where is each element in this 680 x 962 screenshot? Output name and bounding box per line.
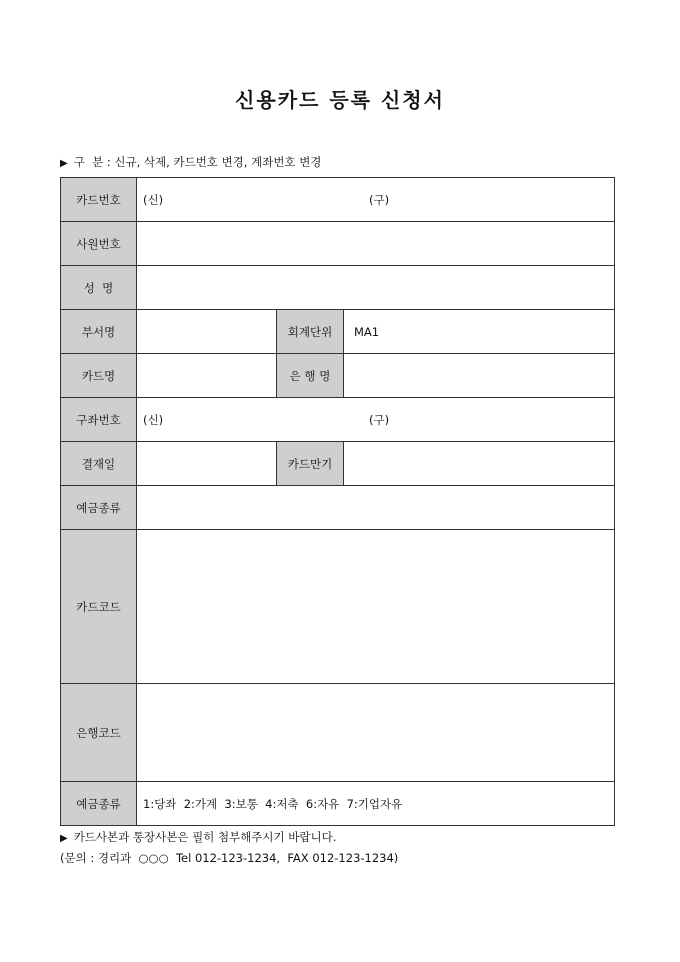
deposit-type-top-label: 예금종류 (61, 486, 137, 530)
account-number-new-marker: (신) (143, 412, 164, 427)
row-card-number (61, 178, 615, 222)
card-name-field[interactable] (137, 354, 277, 398)
row-name (61, 266, 615, 310)
row-account-number (61, 398, 615, 442)
accounting-unit-field[interactable]: MA1 (344, 310, 615, 354)
row-deposit-type-top (61, 486, 615, 530)
card-number-label: 카드번호 (61, 178, 137, 222)
deposit-type-bottom-label: 예금종류 (61, 782, 137, 826)
card-number-new-marker: (신) (143, 192, 164, 207)
department-label: 부서명 (61, 310, 137, 354)
notice-text: 카드사본과 통장사본은 필히 첨부해주시기 바랍니다. (73, 830, 337, 844)
category-options: : 신규, 삭제, 카드번호 변경, 계좌번호 변경 (106, 155, 322, 169)
row-employee-number (61, 222, 615, 266)
card-number-field[interactable] (137, 178, 615, 222)
contact-line: (문의 : 경리과 ○○○ Tel 012-123-1234, FAX 012-123-1234) (60, 851, 399, 865)
triangle-marker-icon: ▶ (60, 158, 68, 169)
payment-day-field[interactable] (137, 442, 277, 486)
category-label: 구 분 (73, 155, 104, 169)
deposit-type-bottom-field[interactable]: 1:당좌 2:가계 3:보통 4:저축 6:자유 7:기업자유 (137, 782, 615, 826)
card-code-label: 카드코드 (61, 530, 137, 684)
bank-name-label: 은 행 명 (277, 354, 344, 398)
triangle-marker-icon: ▶ (60, 833, 68, 844)
page-title: 신용카드 등록 신청서 (235, 88, 445, 112)
row-department (61, 310, 615, 354)
bank-code-label: 은행코드 (61, 684, 137, 782)
account-number-label: 구좌번호 (61, 398, 137, 442)
row-deposit-type-bottom (61, 782, 615, 826)
employee-number-field[interactable] (137, 222, 615, 266)
employee-number-label: 사원번호 (61, 222, 137, 266)
payment-day-label: 결재일 (61, 442, 137, 486)
card-number-old-marker: (구) (369, 192, 390, 207)
department-field[interactable] (137, 310, 277, 354)
row-bank-code (61, 684, 615, 782)
card-name-label: 카드명 (61, 354, 137, 398)
card-expiry-field[interactable] (344, 442, 615, 486)
account-number-old-marker: (구) (369, 412, 390, 427)
category-line (60, 154, 321, 170)
account-number-field[interactable] (137, 398, 615, 442)
accounting-unit-label: 회계단위 (277, 310, 344, 354)
row-card-code (61, 530, 615, 684)
name-label: 성 명 (61, 266, 137, 310)
name-field[interactable] (137, 266, 615, 310)
bank-code-field[interactable] (137, 684, 615, 782)
notice-line (60, 829, 336, 845)
bank-name-field[interactable] (344, 354, 615, 398)
card-expiry-label: 카드만기 (277, 442, 344, 486)
row-payment-day (61, 442, 615, 486)
deposit-type-top-field[interactable] (137, 486, 615, 530)
registration-form (60, 177, 615, 826)
card-code-field[interactable] (137, 530, 615, 684)
row-card-name (61, 354, 615, 398)
